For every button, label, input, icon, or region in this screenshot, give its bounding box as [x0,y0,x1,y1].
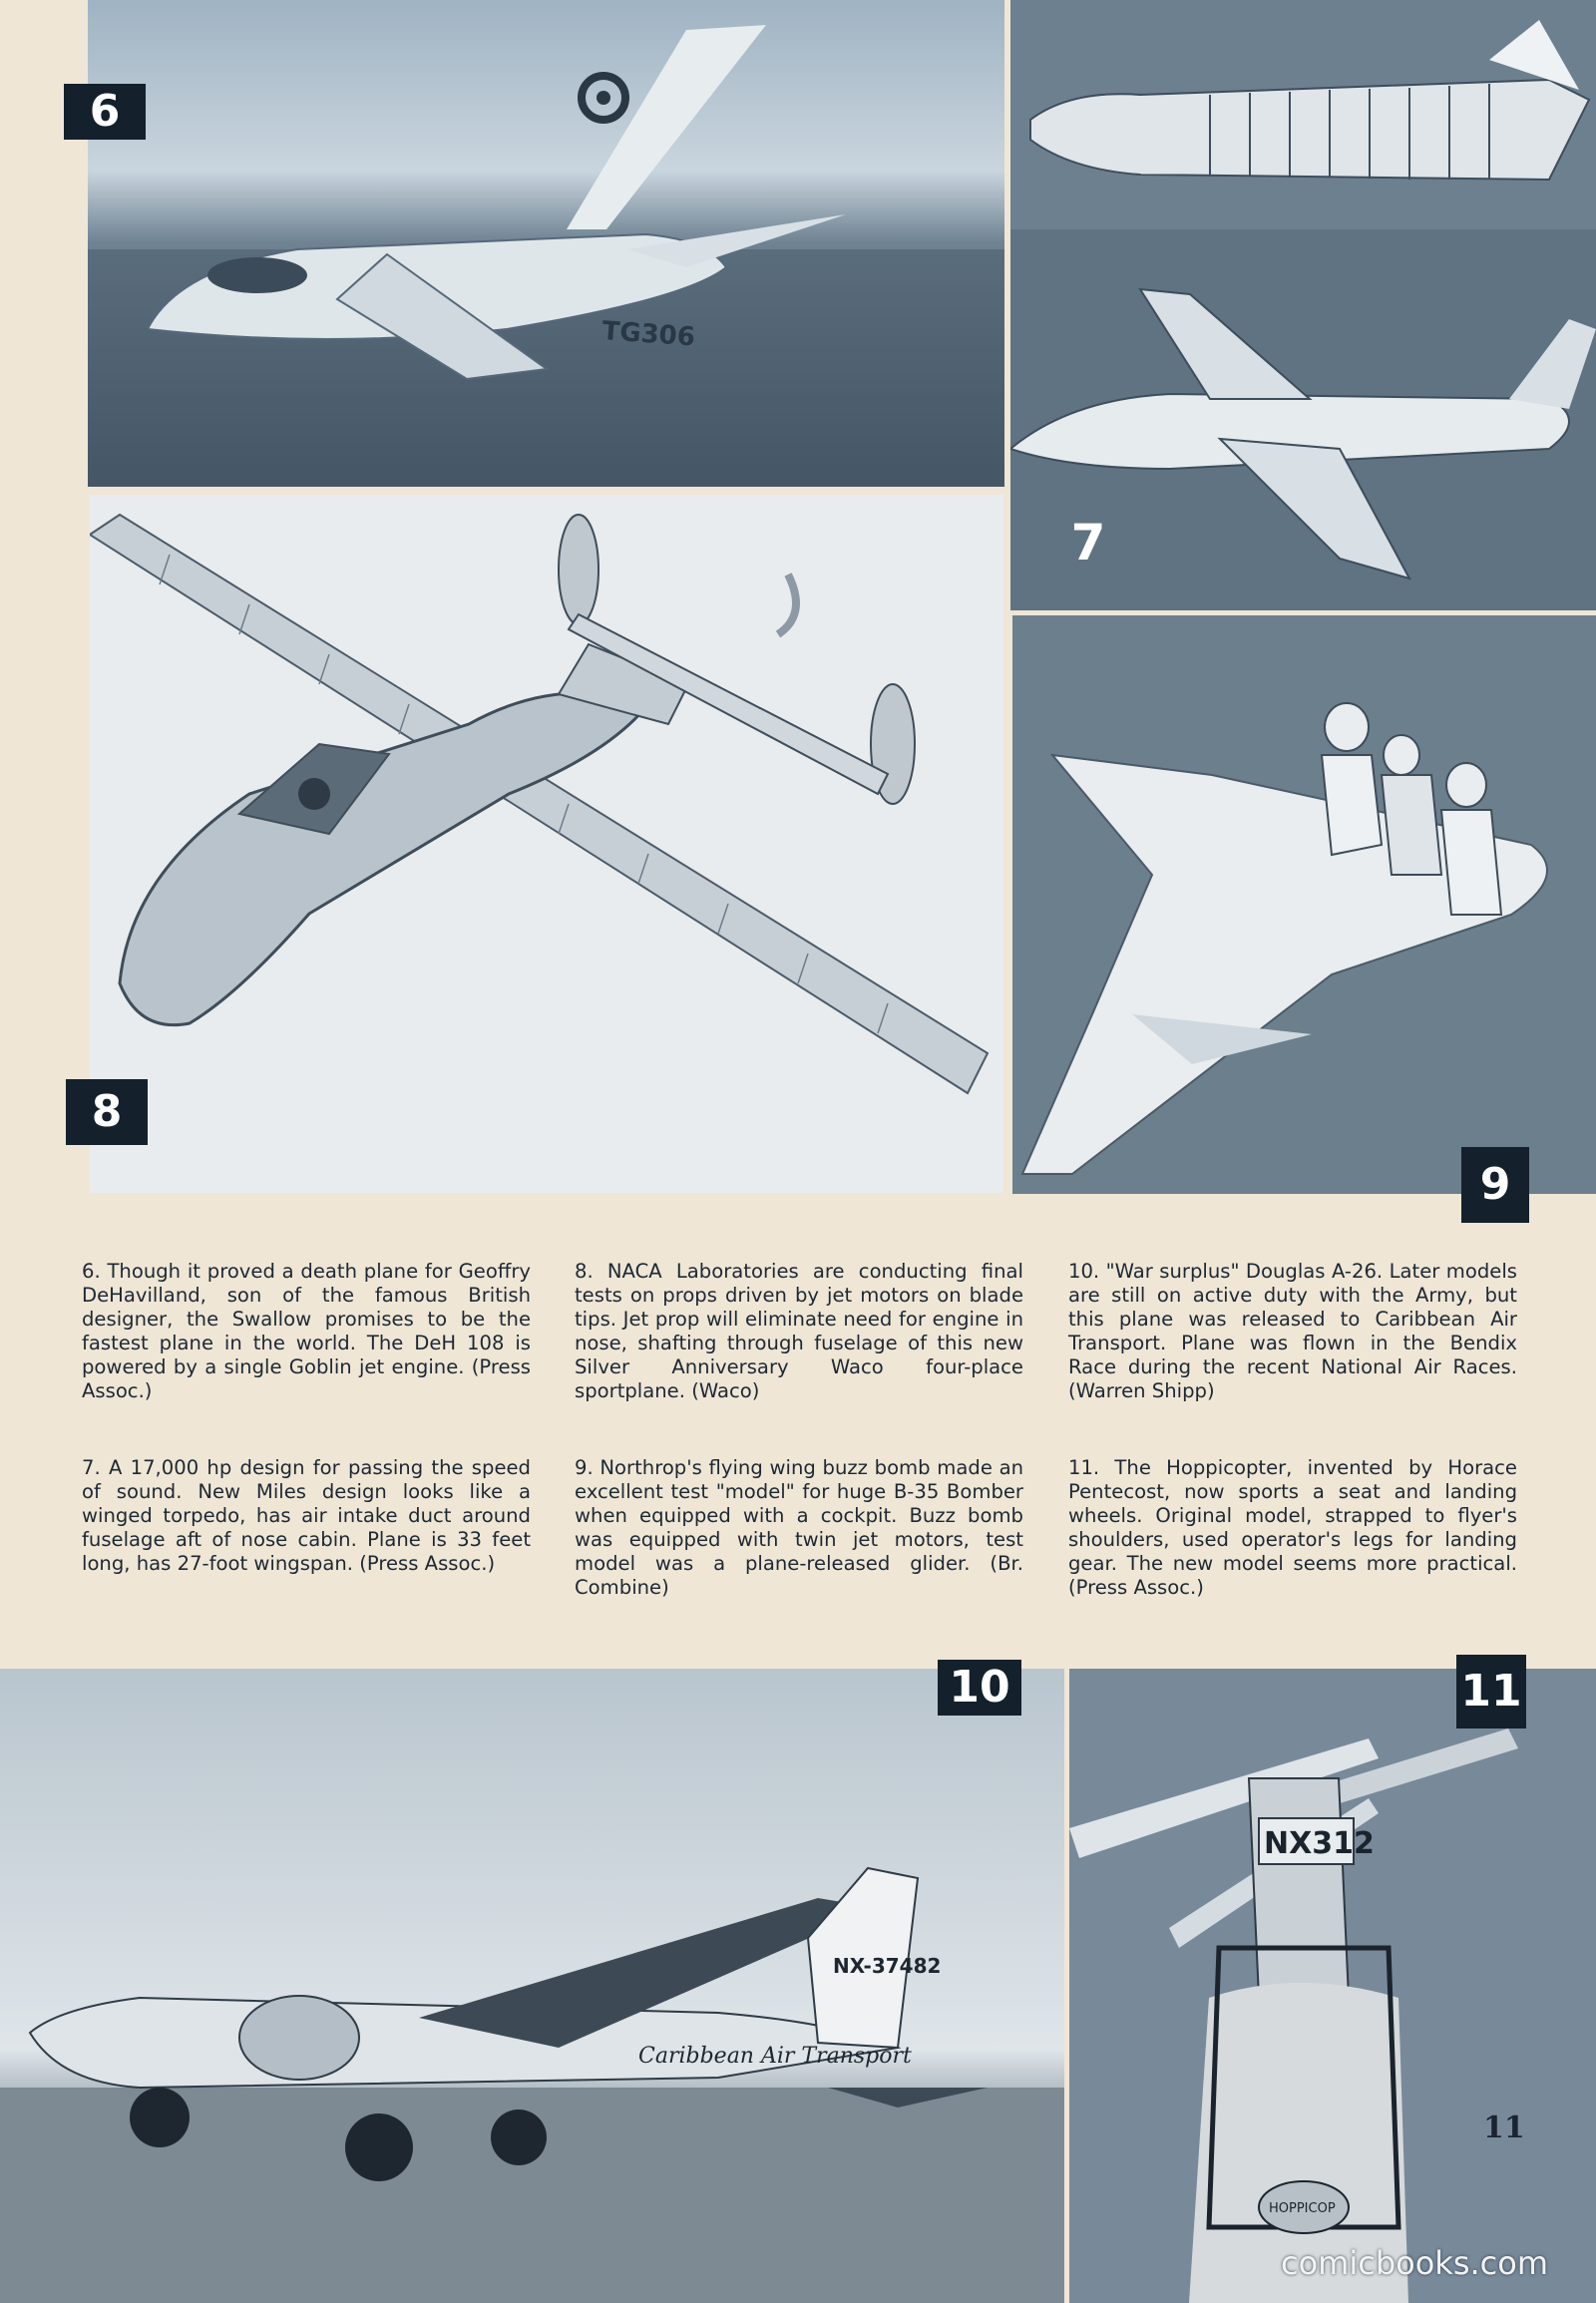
hoppicopter-pack-label: HOPPICOP [1269,2201,1336,2216]
waco-sportplane-illustration [90,495,1003,1193]
hoppicopter-registration: NX312 [1264,1826,1375,1861]
site-watermark: comicbooks.com [1281,2244,1549,2282]
photo-10-douglas-a26 [0,1669,1064,2303]
photo-10-badge: 10 [938,1660,1021,1716]
photo-7-badge: 7 [1070,514,1106,572]
swallow-tail-marking: TG306 [600,316,696,353]
photo-11-hoppicopter [1069,1669,1596,2303]
photo-6-badge: 6 [64,84,146,140]
caption-11: 11. The Hoppicopter, invented by Horace Pentecost, now sports a seat and landing wheels. Original model, strapped to flyer's shoulders, used operator's legs for landing gear. The new model seems more practical. (Press Assoc.) [1068,1456,1517,1599]
a26-tail-marking: NX-37482 [833,1954,942,1978]
caption-6: 6. Though it proved a death plane for Geoffry DeHavilland, son of the famous British designer, the Swallow promises to be the fastest plane in the world. The DeH 108 is powered by a single Goblin jet engine. (Press Assoc.) [82,1260,531,1402]
photo-9-flying-wing-buzz-bomb [1012,615,1596,1194]
caption-10: 10. "War surplus" Douglas A-26. Later models are still on active duty with the Army, but this plane was released to Caribbean Air Transport. Plane was flown in the Bendix Race during the recent National Air Races. (Warren Shipp) [1068,1260,1517,1402]
swallow-jet-illustration [88,0,1004,487]
hoppicopter-illustration [1069,1669,1596,2303]
photo-9-badge: 9 [1461,1147,1529,1223]
photo-8-waco-sportplane [90,495,1003,1193]
caption-8: 8. NACA Laboratories are conducting final tests on props driven by jet motors on blade tips. Jet prop will eliminate need for engine in nose, shafting through fuselage of this new Silver Anniversary Waco four-place sportplane. (Waco) [575,1260,1023,1402]
flying-wing-illustration [1012,615,1596,1194]
a26-fuselage-script: Caribbean Air Transport [638,2044,912,2069]
photo-11-badge: 11 [1456,1655,1526,1728]
photo-6-swallow [88,0,1004,487]
caption-7: 7. A 17,000 hp design for passing the speed of sound. New Miles design looks like a winged torpedo, has air intake duct around fuselage aft of nose cabin. Plane is 33 feet long, has 27-foot wingspan. (Press Assoc.) [82,1456,531,1575]
page-number: 11 [1483,2111,1525,2145]
caption-9: 9. Northrop's flying wing buzz bomb made an excellent test "model" for huge B-35 Bomber when equipped with a cockpit. Buzz bomb was equipped with twin jet motors, test model was a plane-released glider. (Br. Combine) [575,1456,1023,1599]
photo-8-badge: 8 [66,1079,148,1145]
douglas-a26-illustration [0,1669,1064,2303]
